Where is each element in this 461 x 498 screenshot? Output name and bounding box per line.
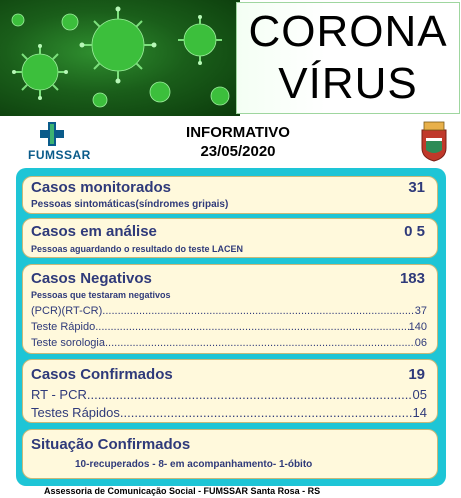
list-item <box>31 405 427 420</box>
title-box <box>236 2 460 114</box>
card-subtitle: Pessoas aguardando o resultado do teste LACEN <box>31 244 244 254</box>
row-label: Teste Rápido <box>31 321 96 333</box>
row-label: (PCR)(RT-CR) <box>31 305 103 317</box>
logo-text: FUMSSAR <box>28 148 91 162</box>
banner <box>0 0 461 116</box>
row-value: 05 <box>412 387 427 402</box>
card-title: Casos monitorados <box>31 179 172 196</box>
card-title: Situação Confirmados <box>31 436 191 453</box>
row-label: Teste sorologia <box>31 337 105 349</box>
card-value: 183 <box>399 270 425 287</box>
dot-leader <box>102 305 414 317</box>
title-corona: CORONA <box>248 7 448 56</box>
dot-leader <box>120 405 413 420</box>
row-value: 37 <box>414 305 427 317</box>
card-subtitle: Pessoas que testaram negativos <box>31 290 171 300</box>
row-label: Testes Rápidos <box>31 405 120 420</box>
dot-leader <box>87 387 413 402</box>
card-title: Casos Confirmados <box>31 366 173 383</box>
row-label: RT - PCR <box>31 387 87 402</box>
card-value: 31 <box>408 179 425 196</box>
card-monitorados <box>22 176 438 214</box>
card-title: Casos Negativos <box>31 270 152 287</box>
header <box>0 118 461 168</box>
footer-credit: Assessoria de Comunicação Social - FUMSSAR Santa Rosa - RS <box>44 486 321 496</box>
crest-icon <box>418 120 450 162</box>
title-virus: VÍRUS <box>278 59 418 108</box>
virus-image <box>0 0 240 116</box>
row-value: 06 <box>414 337 427 349</box>
cross-icon <box>38 120 66 148</box>
card-subtitle: Pessoas sintomáticas(síndromes gripais) <box>31 199 229 210</box>
list-item <box>31 387 427 402</box>
card-detail: 10-recuperados - 8- em acompanhamento- 1-óbito <box>75 459 313 470</box>
row-value: 140 <box>408 321 427 333</box>
dot-leader <box>95 321 408 333</box>
card-negativos <box>22 264 438 354</box>
virus-icon <box>0 0 240 116</box>
info-title: INFORMATIVO <box>186 124 290 141</box>
card-title: Casos em análise <box>31 223 157 240</box>
card-confirmados <box>22 359 438 423</box>
row-value: 14 <box>412 405 427 420</box>
fumssar-logo <box>24 120 94 166</box>
info-date: 23/05/2020 <box>200 143 276 160</box>
list-item <box>31 305 427 317</box>
card-value: 19 <box>408 366 425 383</box>
dot-leader <box>105 337 415 349</box>
card-analise <box>22 218 438 258</box>
card-value: 0 5 <box>404 223 425 240</box>
list-item <box>31 337 427 349</box>
card-situacao <box>22 429 438 479</box>
list-item <box>31 321 427 333</box>
